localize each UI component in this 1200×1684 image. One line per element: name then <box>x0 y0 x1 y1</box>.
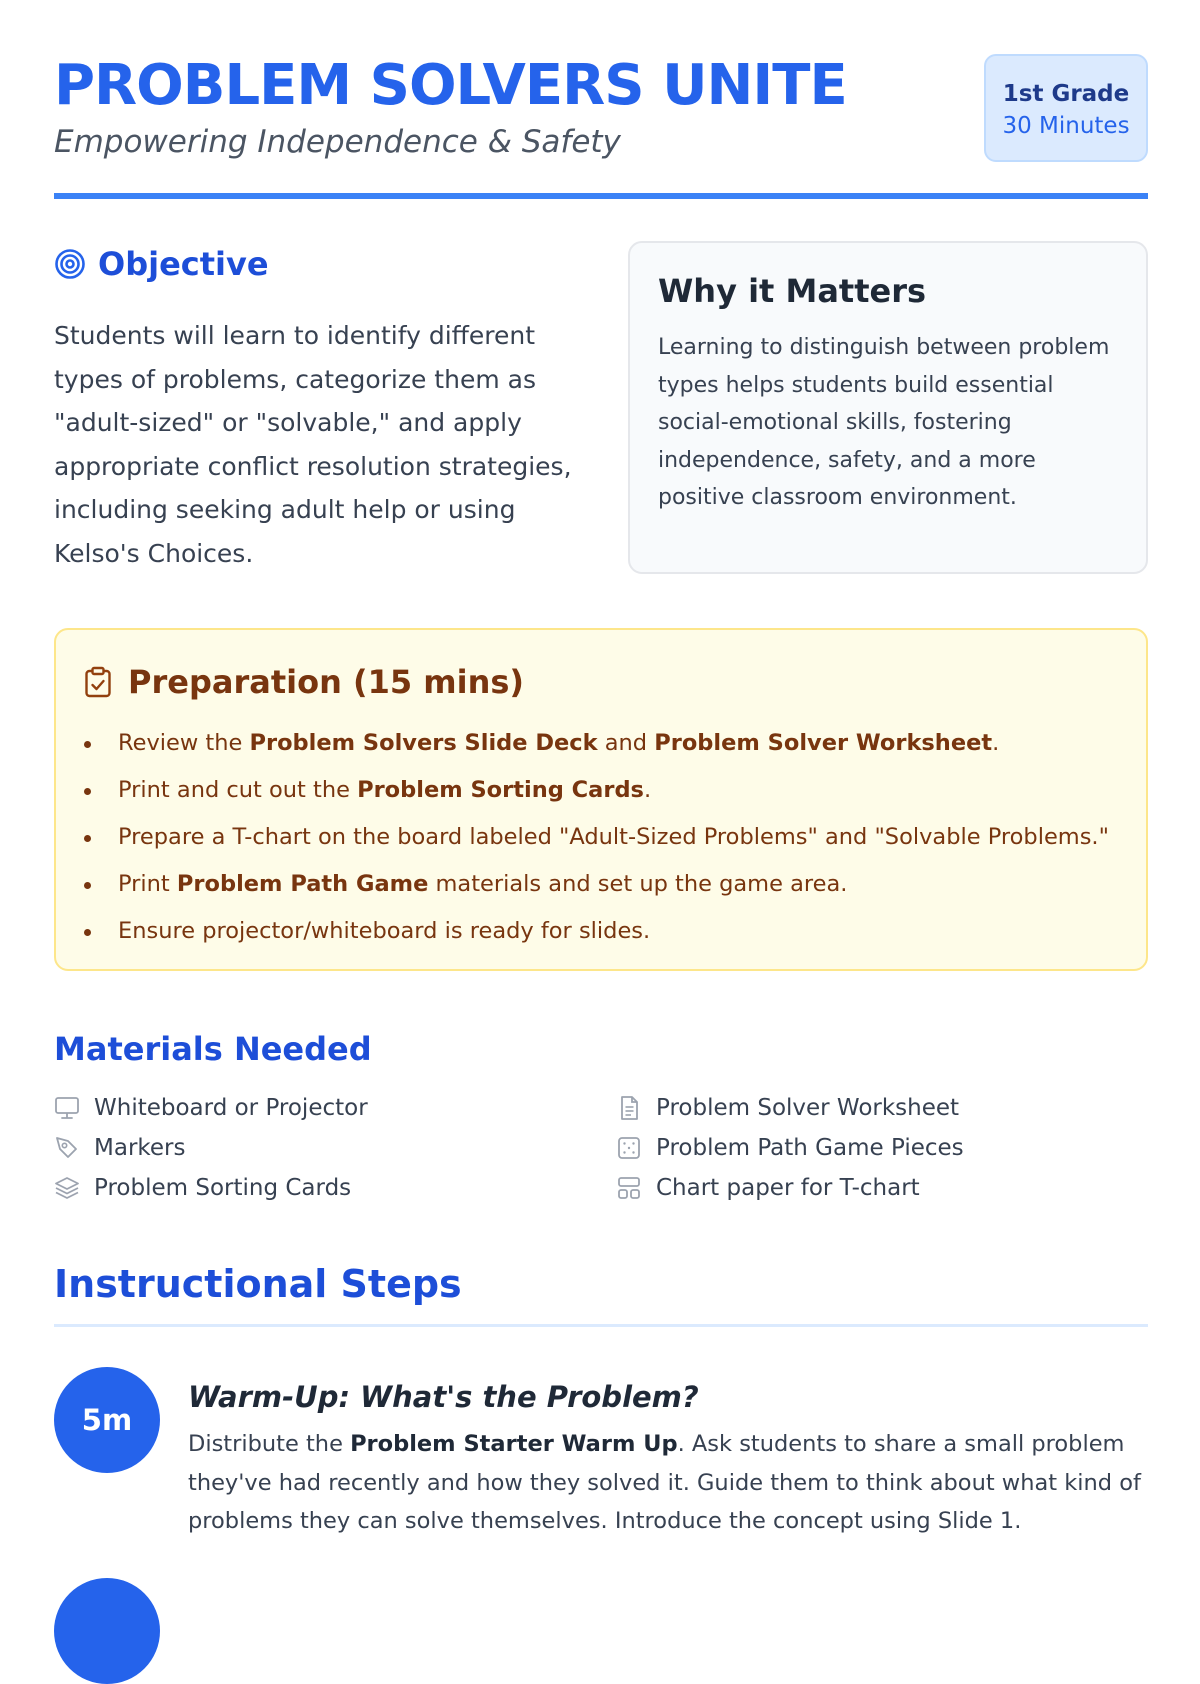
layout-icon <box>616 1175 642 1201</box>
objective-text: Students will learn to identify different types of problems, categorize them as "adult-sized" or "solvable," and apply appropriate conflict resolution strategies, including seeking adult help or using Kelso's Choices. <box>54 321 572 568</box>
material-item: Whiteboard or Projector <box>54 1088 368 1128</box>
page-title: PROBLEM SOLVERS UNITE <box>54 53 847 118</box>
dice-icon <box>616 1135 642 1161</box>
why-heading: Why it Matters <box>658 272 927 310</box>
step-description: Distribute the Problem Starter Warm Up. Ask students to share a small problem they've had recently and how they solved it. Guide them to think about what kind of problems they can solve themselves. Introduce the concept using Slide 1. <box>188 1431 1141 1534</box>
layers-icon <box>54 1175 80 1201</box>
step-time-badge <box>54 1578 160 1684</box>
lesson-plan-page <box>54 0 1148 1534</box>
objective-heading-row <box>54 242 269 286</box>
clipboard-check-icon <box>84 666 112 698</box>
prep-item: Prepare a T-chart on the board labeled "Adult-Sized Problems" and "Solvable Problems." <box>84 814 1118 861</box>
prep-item: Print and cut out the Problem Sorting Cards. <box>84 767 1118 814</box>
step-time-badge: 5m <box>54 1367 160 1473</box>
preparation-heading-row <box>84 660 1118 704</box>
header <box>54 0 1148 200</box>
prep-item: Review the Problem Solvers Slide Deck and Problem Solver Worksheet. <box>84 720 1118 767</box>
why-it-matters-card <box>628 241 1148 574</box>
material-item: Chart paper for T-chart <box>616 1168 920 1208</box>
objective-heading: Objective <box>98 245 269 283</box>
why-text: Learning to distinguish between problem types helps students build essential social-emotional skills, fostering independence, safety, and a more positive classroom environment. <box>658 335 1110 510</box>
marker-icon <box>54 1135 80 1161</box>
duration-label: 30 Minutes <box>1002 113 1130 139</box>
material-item: Problem Solver Worksheet <box>616 1088 959 1128</box>
preparation-heading: Preparation (15 mins) <box>128 663 525 701</box>
materials-list <box>54 1088 1148 1218</box>
steps-heading: Instructional Steps <box>54 1262 462 1306</box>
header-divider <box>54 193 1148 199</box>
preparation-card <box>54 628 1148 971</box>
prep-item: Ensure projector/whiteboard is ready for slides. <box>84 908 1118 955</box>
target-icon <box>54 248 86 280</box>
grade-duration-badge <box>984 54 1148 162</box>
material-item: Problem Path Game Pieces <box>616 1128 964 1168</box>
material-item: Problem Sorting Cards <box>54 1168 351 1208</box>
step-title: Warm-Up: What's the Problem? <box>188 1380 699 1414</box>
preparation-list <box>84 720 1118 955</box>
grade-label: 1st Grade <box>1002 81 1130 107</box>
document-icon <box>616 1095 642 1121</box>
page-subtitle: Empowering Independence & Safety <box>54 124 621 160</box>
prep-item: Print Problem Path Game materials and set up the game area. <box>84 861 1118 908</box>
materials-heading: Materials Needed <box>54 1030 372 1068</box>
steps-divider <box>54 1324 1148 1327</box>
monitor-icon <box>54 1095 80 1121</box>
material-item: Markers <box>54 1128 185 1168</box>
